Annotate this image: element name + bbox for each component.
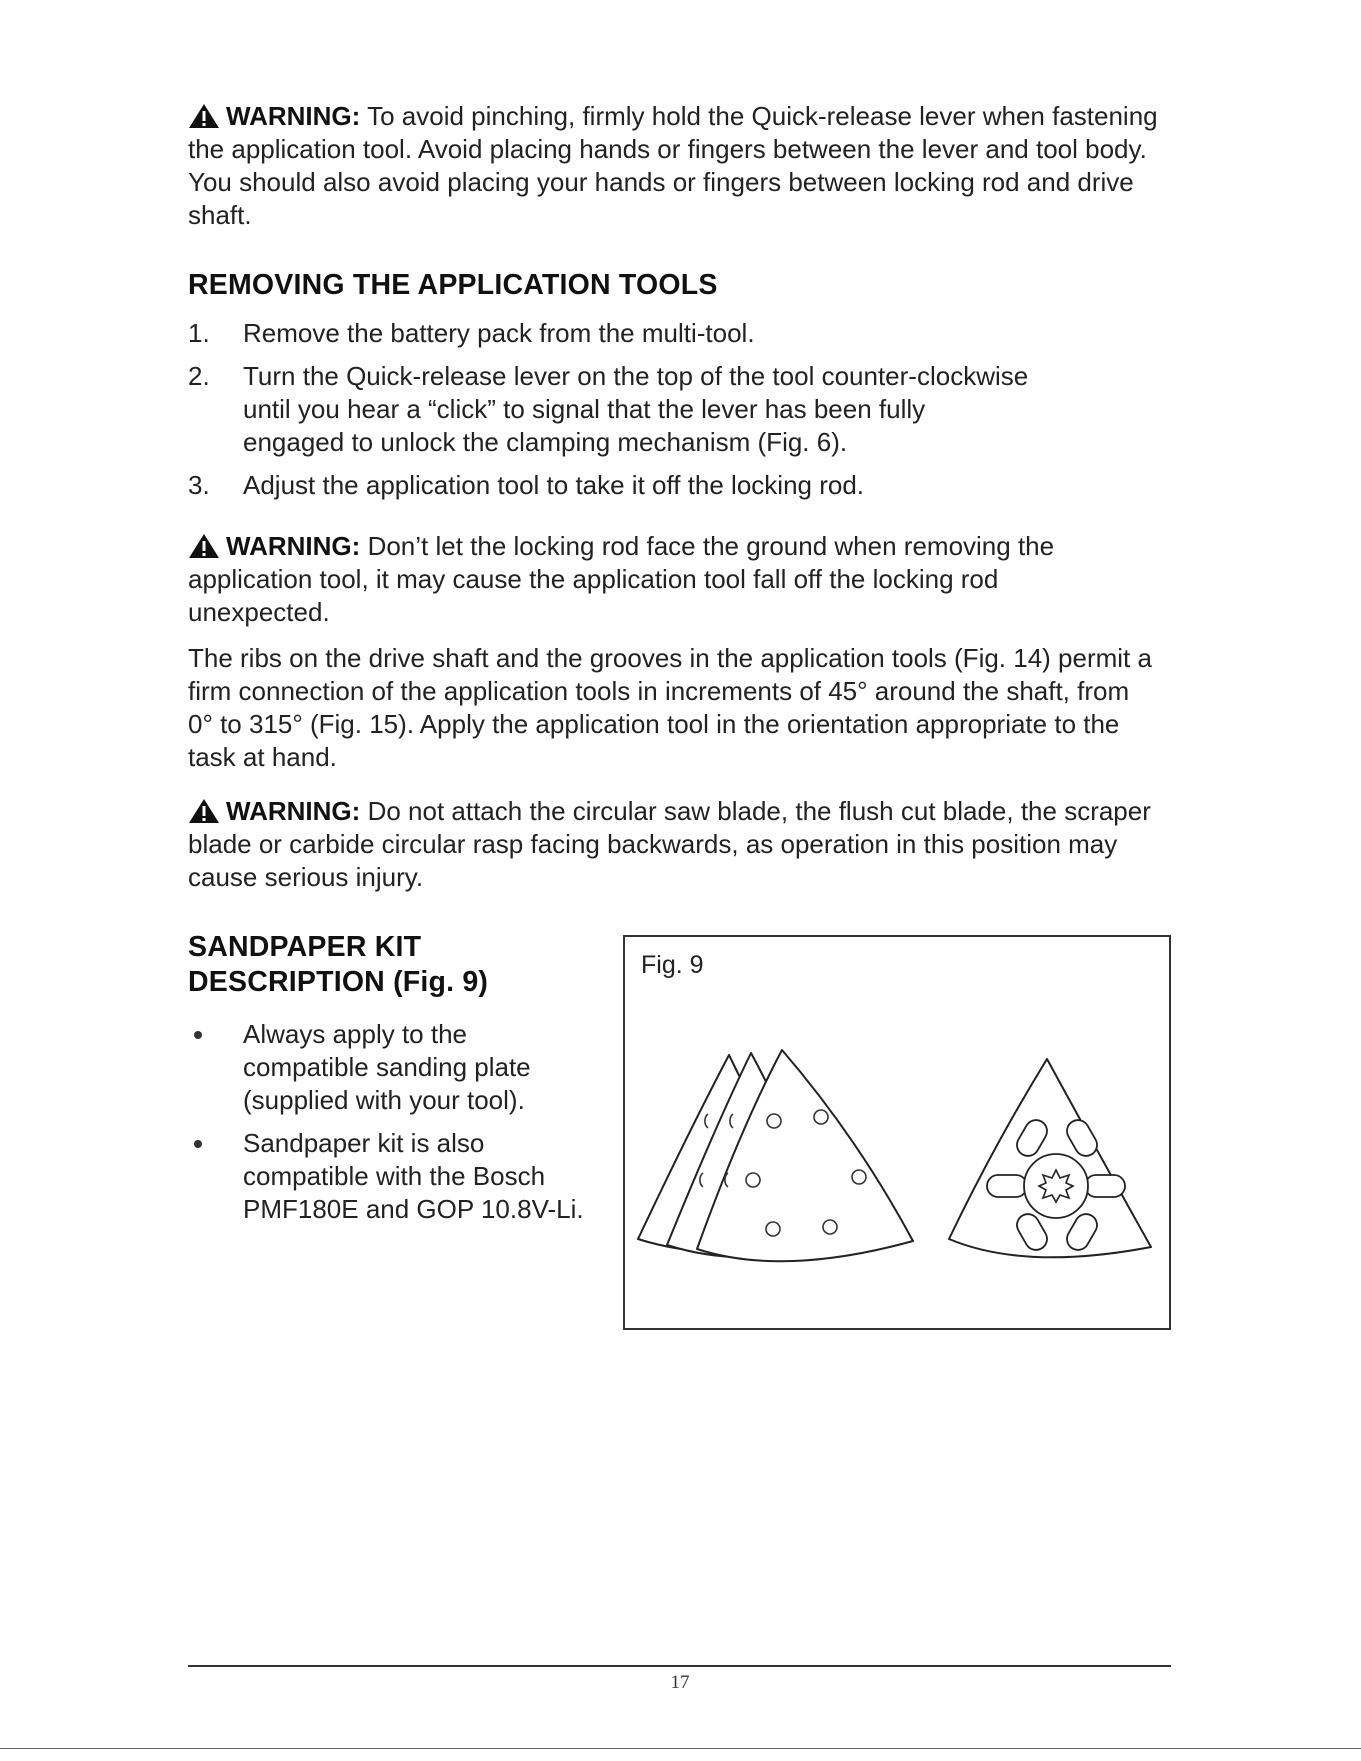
heading-line: DESCRIPTION (Fig. 9) [188,966,489,998]
scan-edge-line [0,1748,1361,1749]
plate-spoke [1085,1175,1125,1197]
warning-triangle-icon [188,798,220,824]
heading-removing-tools: REMOVING THE APPLICATION TOOLS [188,269,718,301]
warning-backwards [188,795,1158,894]
step-number: 3. [188,470,210,500]
plate-spoke [987,1175,1027,1197]
ribs-paragraph: The ribs on the drive shaft and the grooves in the application tools (Fig. 14) permit a firm connection of the application tools in increments of 45° around the shaft, from 0° to 315° (Fig. 15). Apply the application tool in the orientation appropriate to the task at hand. [188,643,1152,772]
step-text: Adjust the application tool to take it off the locking rod. [243,470,865,500]
list-item [188,469,1188,502]
warning-triangle-icon [188,103,220,129]
step-number: 1. [188,318,210,348]
footer-rule [188,1665,1171,1667]
warning-text: To avoid pinching, firmly hold the Quick-release lever when fastening the application tool. Avoid placing hands or fingers between the lever and tool body. You should also avoid placing your hands or fingers between locking rod and drive shaft. [188,101,1158,230]
warning-text: Don’t let the locking rod face the ground when removing the application tool, it may cause the application tool fall off the locking rod unexpected. [188,531,1055,627]
list-item [188,1127,608,1226]
step-text: Remove the battery pack from the multi-tool. [243,318,755,348]
list-item [188,317,1188,350]
warning-text: Do not attach the circular saw blade, the flush cut blade, the scraper blade or carbide circular rasp facing backwards, as operation in this position may cause serious injury. [188,796,1151,892]
warning-locking-rod [188,530,1108,629]
sandpaper-illustration [625,937,1169,1328]
page-number: 17 [670,1672,690,1693]
warning-label: WARNING: [226,796,361,826]
figure-9 [623,935,1171,1330]
bullet-text: Always apply to the compatible sanding plate (supplied with your tool). [243,1019,531,1115]
heading-sandpaper-kit [188,930,488,1000]
list-item [188,1018,608,1117]
heading-line: SANDPAPER KIT [188,931,422,963]
warning-label: WARNING: [226,531,361,561]
figure-label: Fig. 9 [641,951,704,979]
bullet-text: Sandpaper kit is also compatible with the Bosch PMF180E and GOP 10.8V-Li. [243,1128,584,1224]
warning-label: WARNING: [226,101,361,131]
step-text: Turn the Quick-release lever on the top of the tool counter-clockwise until you hear a “click” to signal that the lever has been fully engaged to unlock the clamping mechanism (Fig. 6). [243,361,1029,457]
removing-steps-list [188,317,1188,512]
bullet-dot [194,1140,202,1148]
warning-pinching [188,100,1178,232]
sandpaper-bullets-list [188,1018,608,1236]
bullet-dot [194,1031,202,1039]
warning-triangle-icon [188,533,220,559]
list-item [188,360,1188,459]
plate-drive-hole [1039,1170,1073,1202]
step-number: 2. [188,361,210,391]
